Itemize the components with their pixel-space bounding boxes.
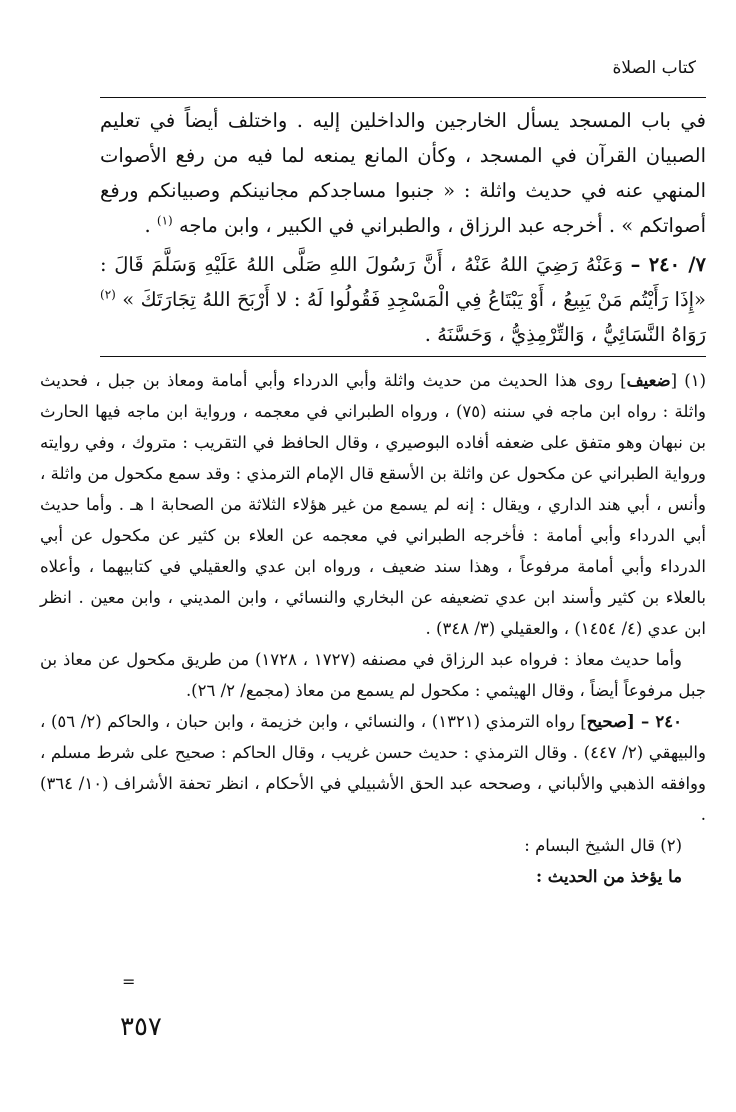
footnote-rule bbox=[100, 356, 706, 357]
commentary-paragraph bbox=[100, 103, 706, 243]
running-title: كتاب الصلاة bbox=[612, 58, 696, 78]
note-1 bbox=[40, 365, 706, 644]
note-2 bbox=[40, 706, 706, 830]
note-3: (٢) قال الشيخ البسام : bbox=[524, 836, 682, 855]
commentary-text: في باب المسجد يسأل الخارجين والداخلين إليه . واختلف أيضاً في تعليم الصبيان القرآن في المسجد ، وكأن المانع يمنعه لما فيه من رفع الأصوات المنهي عنه في حديث واثلة : « جنبوا مساجدكم مجانينكم وصبيانكم ورفع أصواتكم » . أخرجه عبد الرزاق ، والطبراني في الكبير ، وابن ماجه bbox=[100, 109, 706, 237]
hadith-paragraph bbox=[100, 247, 706, 352]
footnotes bbox=[40, 365, 706, 892]
header-rule bbox=[100, 97, 706, 98]
note-1-text: ] روى هذا الحديث من حديث واثلة وأبي الدرداء وأبي أمامة ومعاذ بن جبل ، فحديث واثلة : رواه ابن ماجه في سننه (٧٥) ، ورواه الطبراني في معجمه ، ورواية ابن ماجه فيها الحارث بن نبهان وهو متفق على ضعفه أفاده البوصيري ، وقال الحافظ في التقريب : متروك ، وفي روايته ورواية الطبراني عن مكحول عن واثلة بن الأسقع قال الإمام الترمذي : وقد سمع مكحول من واثلة ، وأنس ، أبي هند الداري ، ويقال : إنه لم يسمع من غير هؤلاء الثلاثة من الصحابة ا هـ . وأما حديث أبي الدرداء وأبي أمامة : فأخرجه الطبراني في معجمه عن العلاء بن كثير عن مكحول عن أبي الدرداء وأبي أمامة مرفوعاً ، وهذا سند ضعيف ، ورواه ابن عدي والعقيلي في كتابيهما ، وأعلاه بالعلاء بن كثير وأسند ابن عدي تضعيفه عن البخاري والنسائي ، وابن المديني ، وابن معين . انظر ابن عدي (٤/ ١٤٥٤) ، والعقيلي (٣/ ٣٤٨) . bbox=[40, 371, 706, 638]
commentary-end: . bbox=[144, 214, 157, 237]
continuation-mark: = bbox=[122, 972, 136, 991]
note-1-continuation: وأما حديث معاذ : فرواه عبد الرزاق في مصنفه (١٧٢٧ ، ١٧٢٨) من طريق مكحول عن معاذ بن جبل مرفوعاً أيضاً ، وقال الهيثمي : مكحول لم يسمع من معاذ (مجمع/ ٢/ ٢٦). bbox=[40, 650, 706, 700]
hadith-number: ٧/ ٢٤٠ – bbox=[630, 253, 706, 276]
footnote-ref-1: (١) bbox=[156, 213, 173, 228]
note-1-grade: ضعيف bbox=[626, 371, 671, 390]
footnote-ref-2: (٢) bbox=[100, 287, 116, 302]
note-2-text: ] رواه الترمذي (١٣٢١) ، والنسائي ، وابن خزيمة ، وابن حبان ، والحاكم (٢/ ٥٦) ، والبيهقي (٢/ ٤٤٧) . وقال الترمذي : حديث حسن غريب ، وقال الحاكم : صحيح على شرط مسلم ، ووافقه الذهبي والألباني ، وصححه عبد الحق الأشبيلي في الأحكام ، انظر تحفة الأشراف (١٠/ ٣٦٤) . bbox=[40, 712, 706, 824]
hadith-attribution: رَوَاهُ النَّسَائِيُّ ، وَالتِّرْمِذِيُّ ، وَحَسَّنَهُ . bbox=[424, 323, 706, 346]
note-2-number: ٢٤٠ – [ bbox=[627, 712, 682, 731]
note-1-number: (١) [ bbox=[670, 371, 706, 390]
hadith-text: وَعَنْهُ رَضِيَ اللهُ عَنْهُ ، أَنَّ رَسُولَ اللهِ صَلَّى اللهُ عَلَيْهِ وَسَلَّمَ قَالَ : «إِذَا رَأَيْتُم مَنْ يَبِيعُ ، أَوْ يَبْتَاعُ فِي الْمَسْجِدِ فَقُولُوا لَهُ : لا أَرْبَحَ اللهُ تِجَارَتَكَ » bbox=[100, 253, 706, 311]
main-text bbox=[100, 103, 706, 352]
note-2-grade: صحيح bbox=[586, 712, 628, 731]
page-number: ٣٥٧ bbox=[120, 1012, 162, 1042]
note-4-heading: ما يؤخذ من الحديث : bbox=[535, 867, 682, 886]
